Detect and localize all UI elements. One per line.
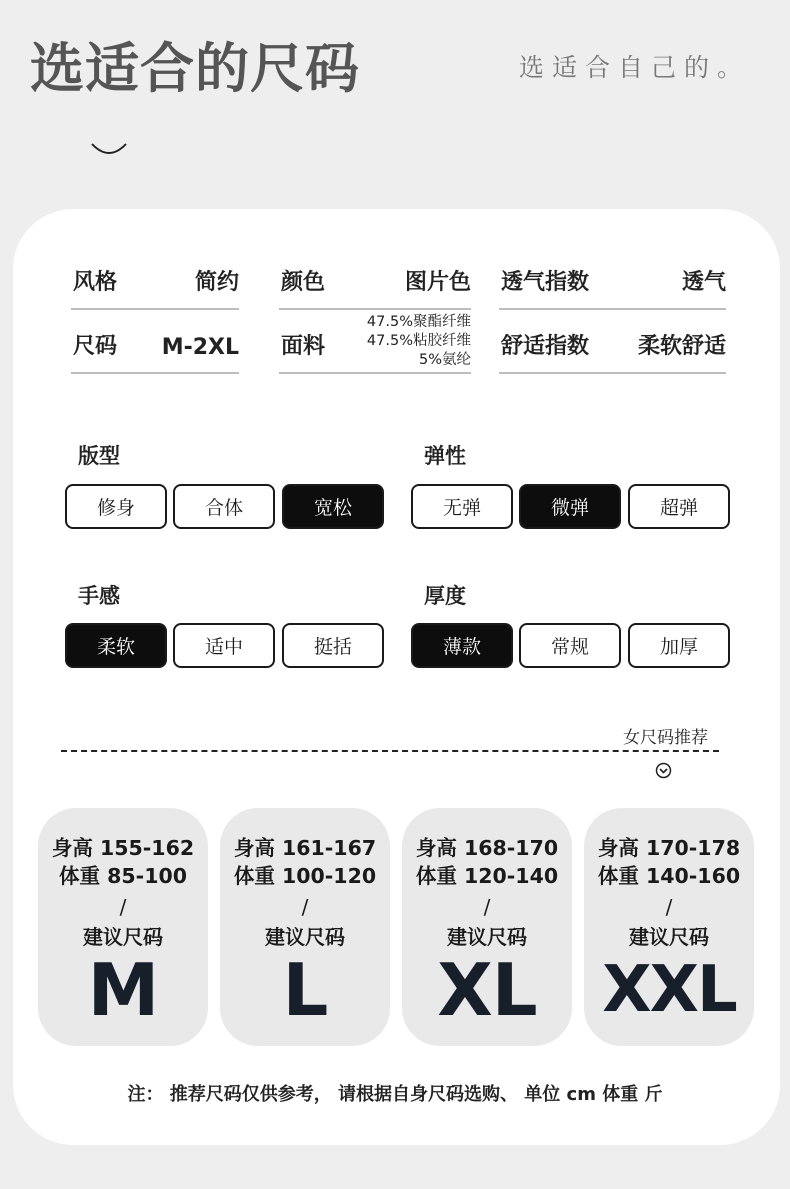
thickness-option-regular[interactable]: 常规 <box>519 623 621 668</box>
suggest-label: 建议尺码 <box>447 925 527 949</box>
feel-label: 手感 <box>78 584 120 608</box>
weight-range: 体重 85-100 <box>59 864 187 888</box>
size-letter: L <box>282 948 328 1032</box>
spec-key: 颜色 <box>281 270 326 295</box>
elasticity-option-none[interactable]: 无弹 <box>411 484 513 529</box>
size-letter: M <box>87 948 159 1032</box>
fit-option-loose[interactable]: 宽松 <box>282 484 384 529</box>
weight-range: 体重 140-160 <box>597 864 741 888</box>
feel-option-crisp[interactable]: 挺括 <box>282 623 384 668</box>
smile-icon <box>90 128 128 156</box>
height-range: 身高 170-178 <box>597 836 741 860</box>
feel-option-soft[interactable]: 柔软 <box>65 623 167 668</box>
fit-option-regular[interactable]: 合体 <box>173 484 275 529</box>
spec-key: 舒适指数 <box>501 334 590 359</box>
footnote: 注： 推荐尺码仅供参考， 请根据自身尺码选购、 单位 cm 体重 斤 <box>127 1084 663 1105</box>
spec-style <box>71 258 239 310</box>
spec-size <box>71 322 239 374</box>
spec-value: 透气 <box>681 270 726 295</box>
elasticity-label: 弹性 <box>424 444 466 468</box>
size-card-l <box>220 808 390 1046</box>
spec-value: 47.5%聚酯纤维 47.5%粘胶纤维 5%氨纶 <box>366 314 471 368</box>
chevron-down-circle-icon <box>655 762 672 779</box>
thickness-label: 厚度 <box>424 584 466 608</box>
page-title: 选适合的尺码 <box>30 37 360 100</box>
recommend-label: 女尺码推荐 <box>623 728 708 748</box>
page-subtitle: 选适合自己的。 <box>518 53 750 82</box>
suggest-label: 建议尺码 <box>629 925 709 949</box>
feel-option-medium[interactable]: 适中 <box>173 623 275 668</box>
size-letter: XXL <box>602 953 736 1027</box>
weight-range: 体重 100-120 <box>233 864 377 888</box>
spec-breathability <box>499 258 726 310</box>
spec-key: 面料 <box>281 334 326 359</box>
separator: / <box>483 895 491 919</box>
height-range: 身高 161-167 <box>233 836 377 860</box>
thickness-option-thin[interactable]: 薄款 <box>411 623 513 668</box>
separator: / <box>119 895 127 919</box>
spec-value: M-2XL <box>161 335 239 360</box>
size-card-xl <box>402 808 572 1046</box>
fit-option-slim[interactable]: 修身 <box>65 484 167 529</box>
spec-value: 简约 <box>194 270 239 295</box>
elasticity-option-slight[interactable]: 微弹 <box>519 484 621 529</box>
size-card-m <box>38 808 208 1046</box>
spec-key: 尺码 <box>73 334 118 359</box>
fit-label: 版型 <box>78 444 120 468</box>
spec-color <box>279 258 471 310</box>
separator: / <box>301 895 309 919</box>
separator: / <box>665 895 673 919</box>
height-range: 身高 168-170 <box>415 836 559 860</box>
size-card-xxl <box>584 808 754 1046</box>
spec-key: 风格 <box>73 270 118 295</box>
dashed-divider <box>61 750 719 752</box>
spec-value: 图片色 <box>404 270 471 295</box>
spec-comfort <box>499 322 726 374</box>
spec-value: 柔软舒适 <box>637 334 726 359</box>
spec-fabric <box>279 314 471 374</box>
suggest-label: 建议尺码 <box>265 925 345 949</box>
height-range: 身高 155-162 <box>51 836 195 860</box>
suggest-label: 建议尺码 <box>83 925 163 949</box>
thickness-option-thick[interactable]: 加厚 <box>628 623 730 668</box>
spec-key: 透气指数 <box>501 270 590 295</box>
elasticity-option-high[interactable]: 超弹 <box>628 484 730 529</box>
weight-range: 体重 120-140 <box>415 864 559 888</box>
size-letter: XL <box>437 948 537 1032</box>
